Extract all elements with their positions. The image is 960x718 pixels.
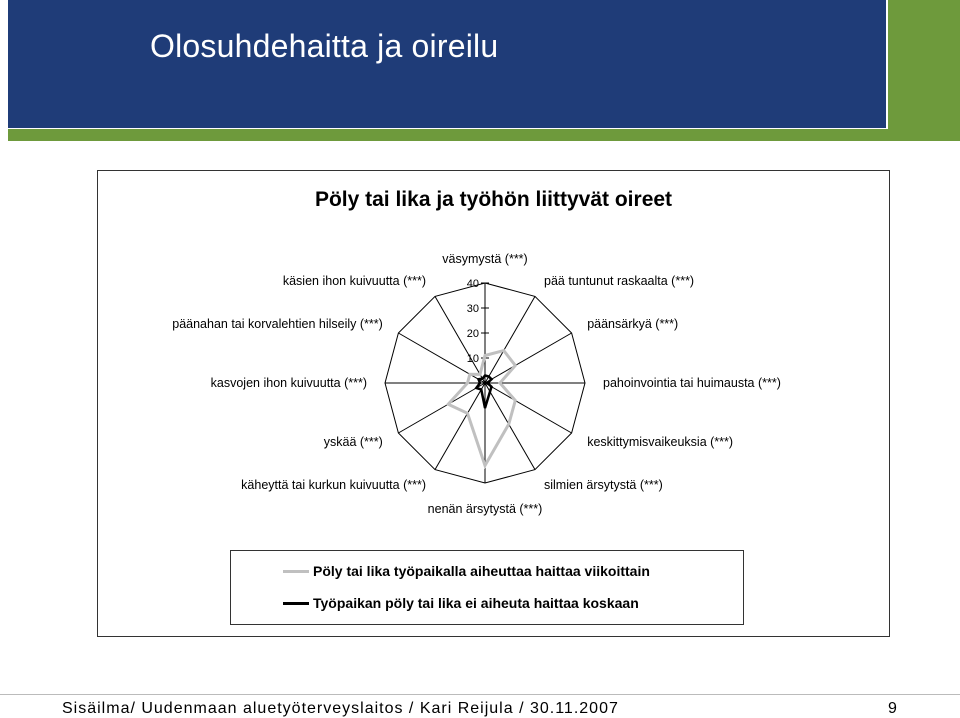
radar-series-1-point bbox=[469, 373, 471, 375]
radar-tick-label: 30 bbox=[466, 303, 479, 315]
radar-series-2-point bbox=[480, 389, 482, 391]
legend-swatch-series-1 bbox=[283, 570, 309, 573]
radar-series-1-point bbox=[515, 365, 517, 367]
radar-series-2-point bbox=[484, 407, 486, 409]
radar-tick-label: 20 bbox=[466, 328, 479, 340]
radar-spoke bbox=[435, 383, 485, 470]
radar-category-label: väsymystä (***) bbox=[442, 252, 528, 266]
radar-category-label: pää tuntunut raskaalta (***) bbox=[544, 273, 695, 288]
radar-series-1-point bbox=[503, 350, 505, 352]
radar-series-2-point bbox=[478, 378, 480, 380]
radar-series-2-point bbox=[476, 387, 478, 389]
radar-series-2-point bbox=[482, 378, 484, 380]
radar-series-2-point bbox=[491, 386, 493, 388]
radar-category-label: yskää (***) bbox=[323, 435, 383, 449]
radar-category-label: kasvojen ihon kuivuutta (***) bbox=[210, 376, 367, 390]
radar-tick-label: 10 bbox=[466, 353, 479, 365]
chart-title: Pöly tai lika ja työhön liittyvät oireet bbox=[314, 188, 673, 211]
radar-series-2-point bbox=[491, 378, 493, 380]
radar-series-1-point bbox=[508, 423, 510, 425]
radar-category-label: käsien ihon kuivuutta (***) bbox=[282, 273, 426, 288]
radar-category-label: keskittymisvaikeuksia (***) bbox=[587, 435, 734, 449]
legend-swatch-series-2 bbox=[283, 602, 309, 605]
radar-category-label: pahoinvointia tai huimausta (***) bbox=[603, 376, 781, 390]
radar-series-1-point bbox=[499, 382, 501, 384]
legend bbox=[230, 550, 744, 625]
radar-series-1-point bbox=[484, 355, 486, 357]
radar-series-2-point bbox=[479, 382, 481, 384]
radar-series-2-point bbox=[488, 376, 490, 378]
legend-label-series-1: Pöly tai lika työpaikalla aiheuttaa haittaa viikoittain bbox=[313, 563, 650, 579]
legend-label-series-2: Työpaikan pöly tai lika ei aiheuta haittaa koskaan bbox=[313, 595, 639, 611]
radar-series-2-point bbox=[489, 391, 491, 393]
radar-series-1-point bbox=[447, 403, 449, 405]
radar-series-2-point bbox=[487, 382, 489, 384]
radar-spoke bbox=[485, 383, 572, 433]
radar-series-1-point bbox=[467, 382, 469, 384]
radar-category-label: käheyttä tai kurkun kuivuutta (***) bbox=[241, 478, 426, 493]
page-number: 9 bbox=[888, 700, 897, 717]
radar-series-1-point bbox=[467, 413, 469, 415]
radar-spoke bbox=[485, 333, 572, 383]
radar-series-2-point bbox=[484, 375, 486, 377]
radar-series-1-point bbox=[484, 465, 486, 467]
radar-category-label: päänsärkyä (***) bbox=[587, 317, 679, 331]
legend-item-series-1 bbox=[283, 561, 650, 581]
radar-series-1-point bbox=[479, 374, 481, 376]
radar-category-label: päänahan tai korvalehtien hilseily (***) bbox=[172, 317, 383, 331]
radar-category-label: nenän ärsytystä (***) bbox=[427, 502, 543, 516]
radar-series-1-point bbox=[515, 400, 517, 402]
legend-item-series-2 bbox=[283, 593, 639, 613]
slide-title: Olosuhdehaitta ja oireilu bbox=[150, 28, 499, 64]
footer-text: Sisäilma/ Uudenmaan aluetyöterveyslaitos / Kari Reijula / 30.11.2007 bbox=[62, 700, 619, 717]
radar-tick-label: 40 bbox=[466, 278, 479, 290]
radar-category-label: silmien ärsytystä (***) bbox=[544, 478, 663, 493]
